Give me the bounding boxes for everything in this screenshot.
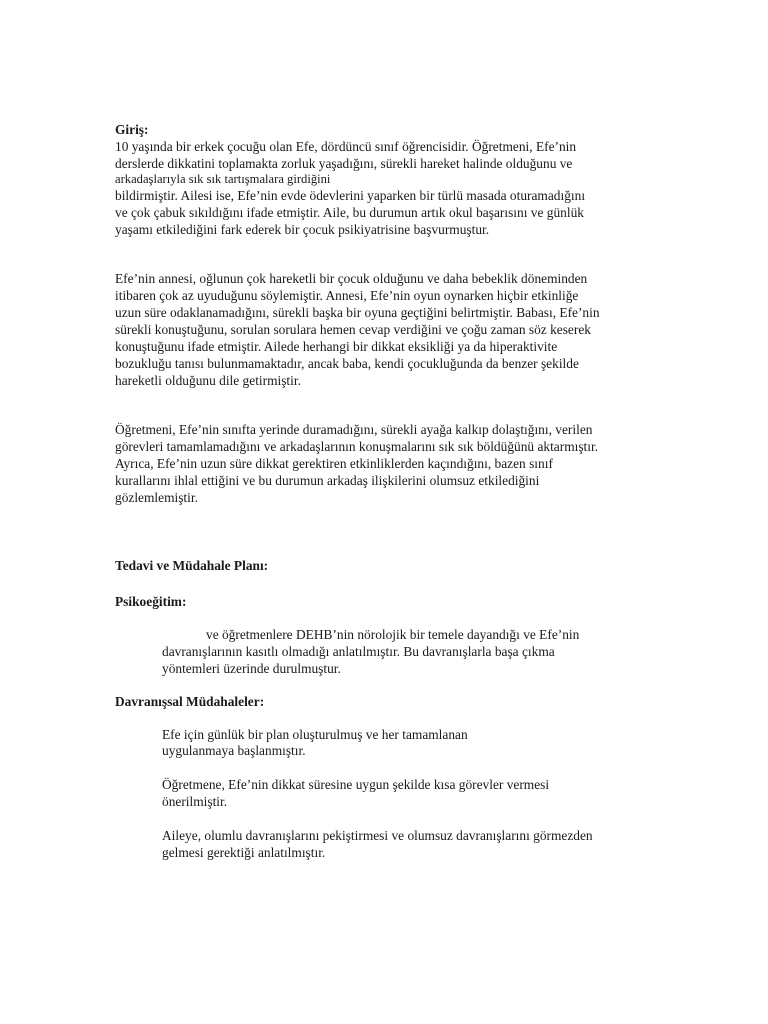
psychoeducation-line: ve öğretmenlere DEHB’nin nörolojik bir temele dayandığı ve Efe’nin	[206, 627, 580, 642]
intro-line: 10 yaşında bir erkek çocuğu olan Efe, dördüncü sınıf öğrencisidir. Öğretmeni, Efe’nin	[115, 139, 577, 154]
teacher-paragraph-line: gözlemlemiştir.	[115, 490, 198, 505]
teacher-paragraph-line: Öğretmeni, Efe’nin sınıfta yerinde duramadığını, sürekli ayağa kalkıp dolaştığını, verilen	[115, 422, 593, 437]
behavioral-item-line: Efe için günlük bir plan oluşturulmuş ve her tamamlanan	[162, 727, 468, 742]
behavioral-heading: Davranışsal Müdahaleler:	[115, 694, 265, 709]
teacher-paragraph-line: kurallarını ihlal ettiğini ve bu durumun arkadaş ilişkilerini olumsuz etkilediğini	[115, 473, 540, 488]
intro-heading: Giriş:	[115, 122, 149, 137]
mother-paragraph-line: uzun süre odaklanamadığını, sürekli başka bir oyuna geçtiğini belirtmiştir. Babası, Efe’nin	[115, 305, 600, 320]
intro-line: bildirmiştir. Ailesi ise, Efe’nin evde ödevlerini yaparken bir türlü masada oturamadığını	[115, 188, 586, 203]
behavioral-item-line: önerilmiştir.	[162, 794, 228, 809]
psychoeducation-heading: Psikoeğitim:	[115, 594, 187, 609]
mother-paragraph-line: itibaren çok az uyuduğunu söylemiştir. Annesi, Efe’nin oyun oynarken hiçbir etkinliğe	[115, 288, 579, 303]
mother-paragraph-line: konuştuğunu ifade etmiştir. Ailede herhangi bir dikkat eksikliği ya da hiperaktivite	[115, 339, 558, 354]
intro-line: yaşamı etkilediğini fark ederek bir çocuk psikiyatrisine başvurmuştur.	[115, 222, 490, 237]
intro-line: ve çok çabuk sıkıldığını ifade etmiştir. Aile, bu durumun artık okul başarısını ve günlük	[115, 205, 584, 220]
psychoeducation-line: davranışlarının kasıtlı olmadığı anlatılmıştır. Bu davranışlarla başa çıkma	[162, 644, 555, 659]
treatment-heading: Tedavi ve Müdahale Planı:	[115, 558, 269, 573]
behavioral-item-line: gelmesi gerektiği anlatılmıştır.	[162, 845, 326, 860]
mother-paragraph-line: hareketli olduğunu dile getirmiştir.	[115, 373, 301, 388]
mother-paragraph-line: Efe’nin annesi, oğlunun çok hareketli bir çocuk olduğunu ve daha bebeklik döneminden	[115, 271, 588, 286]
teacher-paragraph-line: görevleri tamamlamadığını ve arkadaşlarının konuşmalarını sık sık böldüğünü aktarmıştır.	[115, 439, 599, 454]
behavioral-item-line: Aileye, olumlu davranışlarını pekiştirmesi ve olumsuz davranışlarını görmezden	[162, 828, 593, 843]
behavioral-item-line: Öğretmene, Efe’nin dikkat süresine uygun şekilde kısa görevler vermesi	[162, 777, 550, 792]
psychoeducation-line: yöntemleri üzerinde durulmuştur.	[162, 661, 341, 676]
mother-paragraph-line: sürekli konuştuğunu, sorulan sorulara hemen cevap verdiğini ve çoğu zaman söz keserek	[115, 322, 591, 337]
intro-line: derslerde dikkatini toplamakta zorluk yaşadığını, sürekli hareket halinde olduğunu ve	[115, 156, 573, 171]
mother-paragraph-line: bozukluğu tanısı bulunmamaktadır, ancak baba, kendi çocukluğunda da benzer şekilde	[115, 356, 579, 371]
teacher-paragraph-line: Ayrıca, Efe’nin uzun süre dikkat gerektiren etkinliklerden kaçındığını, bazen sınıf	[115, 456, 553, 471]
behavioral-item-line: uygulanmaya başlanmıştır.	[162, 743, 306, 758]
intro-line: arkadaşlarıyla sık sık tartışmalara girdiğini	[115, 172, 331, 186]
